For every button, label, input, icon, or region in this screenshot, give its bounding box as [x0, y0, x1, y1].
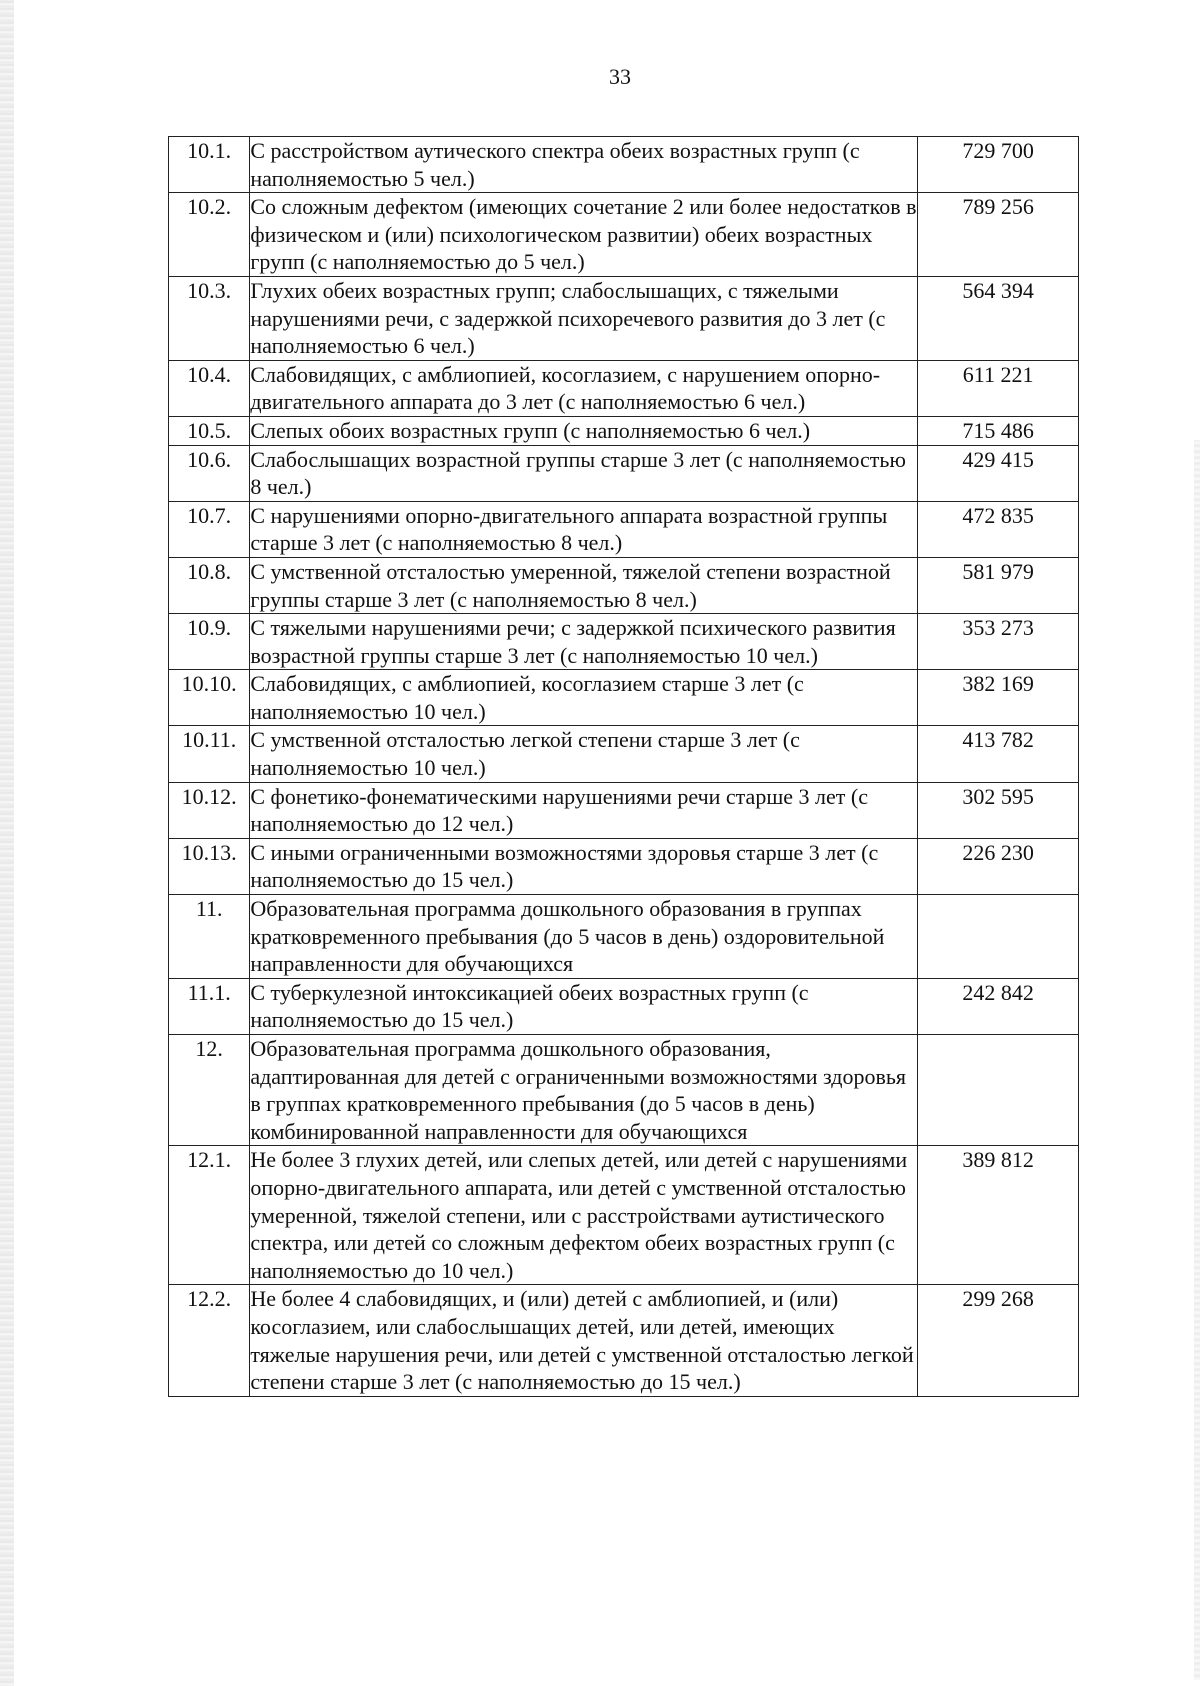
row-description: Не более 4 слабовидящих, и (или) детей с амблиопией, и (или) косоглазием, или слабослышащих детей, или детей, имеющих тяжелые нарушения речи, или детей с умственной отсталостью легкой степени старше 3 лет (с наполняемостью до 15 чел.): [250, 1285, 918, 1396]
row-value: 715 486: [918, 416, 1079, 445]
row-number: 10.12.: [169, 782, 250, 838]
table-row: [169, 978, 1079, 1034]
row-value: 382 169: [918, 670, 1079, 726]
row-value: 353 273: [918, 614, 1079, 670]
table-row: [169, 360, 1079, 416]
row-value: [918, 895, 1079, 979]
row-value: 611 221: [918, 360, 1079, 416]
table-row: [169, 895, 1079, 979]
row-number: 10.8.: [169, 557, 250, 613]
row-description: С тяжелыми нарушениями речи; с задержкой психического развития возрастной группы старше 3 лет (с наполняемостью 10 чел.): [250, 614, 918, 670]
table-row: [169, 557, 1079, 613]
row-number: 10.3.: [169, 276, 250, 360]
row-value: 729 700: [918, 137, 1079, 193]
row-description: Слепых обоих возрастных групп (с наполняемостью 6 чел.): [250, 416, 918, 445]
row-description: Слабовидящих, с амблиопией, косоглазием старше 3 лет (с наполняемостью 10 чел.): [250, 670, 918, 726]
row-value: 242 842: [918, 978, 1079, 1034]
row-value: 413 782: [918, 726, 1079, 782]
row-description: Слабослышащих возрастной группы старше 3 лет (с наполняемостью 8 чел.): [250, 445, 918, 501]
row-value: [918, 1035, 1079, 1146]
row-description: С нарушениями опорно-двигательного аппарата возрастной группы старше 3 лет (с наполняемостью 8 чел.): [250, 501, 918, 557]
row-number: 10.7.: [169, 501, 250, 557]
table-row: [169, 726, 1079, 782]
row-number: 10.5.: [169, 416, 250, 445]
table-row: [169, 838, 1079, 894]
row-value: 789 256: [918, 193, 1079, 277]
row-number: 10.11.: [169, 726, 250, 782]
row-value: 472 835: [918, 501, 1079, 557]
row-number: 10.10.: [169, 670, 250, 726]
row-number: 10.1.: [169, 137, 250, 193]
page-number: 33: [609, 64, 631, 89]
row-number: 11.: [169, 895, 250, 979]
row-description: Глухих обеих возрастных групп; слабослышащих, с тяжелыми нарушениями речи, с задержкой психоречевого развития до 3 лет (с наполняемостью 6 чел.): [250, 276, 918, 360]
table-row: [169, 670, 1079, 726]
row-number: 10.4.: [169, 360, 250, 416]
row-number: 12.: [169, 1035, 250, 1146]
scan-edge-left: [0, 0, 14, 1686]
row-description: С туберкулезной интоксикацией обеих возрастных групп (с наполняемостью до 15 чел.): [250, 978, 918, 1034]
row-description: С умственной отсталостью умеренной, тяжелой степени возрастной группы старше 3 лет (с наполняемостью 8 чел.): [250, 557, 918, 613]
row-number: 10.2.: [169, 193, 250, 277]
row-value: 226 230: [918, 838, 1079, 894]
table-row: [169, 614, 1079, 670]
row-description: Не более 3 глухих детей, или слепых детей, или детей с нарушениями опорно-двигательного аппарата, или детей с умственной отсталостью умеренной, тяжелой степени, или с расстройствами аутистического спектра, или детей со сложным дефектом обеих возрастных групп (с наполняемостью до 10 чел.): [250, 1146, 918, 1285]
row-description: С фонетико-фонематическими нарушениями речи старше 3 лет (с наполняемостью до 12 чел.): [250, 782, 918, 838]
row-number: 12.1.: [169, 1146, 250, 1285]
table-row: [169, 1146, 1079, 1285]
table-row: [169, 501, 1079, 557]
row-description: Со сложным дефектом (имеющих сочетание 2 или более недостатков в физическом и (или) психологическом развитии) обеих возрастных групп (с наполняемостью до 5 чел.): [250, 193, 918, 277]
row-value: 299 268: [918, 1285, 1079, 1396]
table-row: [169, 1285, 1079, 1396]
row-description: С расстройством аутического спектра обеих возрастных групп (с наполняемостью 5 чел.): [250, 137, 918, 193]
table-row: [169, 193, 1079, 277]
table-row: [169, 137, 1079, 193]
row-value: 429 415: [918, 445, 1079, 501]
row-number: 10.9.: [169, 614, 250, 670]
table-row: [169, 1035, 1079, 1146]
row-description: Слабовидящих, с амблиопией, косоглазием, с нарушением опорно-двигательного аппарата до 3 лет (с наполняемостью 6 чел.): [250, 360, 918, 416]
row-description: Образовательная программа дошкольного образования в группах кратковременного пребывания (до 5 часов в день) оздоровительной направленности для обучающихся: [250, 895, 918, 979]
row-number: 10.13.: [169, 838, 250, 894]
row-value: 581 979: [918, 557, 1079, 613]
table-row: [169, 782, 1079, 838]
table-body: [169, 137, 1079, 1397]
scan-edge-right: [1194, 440, 1200, 1680]
row-value: 302 595: [918, 782, 1079, 838]
table-row: [169, 276, 1079, 360]
row-number: 10.6.: [169, 445, 250, 501]
row-description: Образовательная программа дошкольного образования, адаптированная для детей с ограниченными возможностями здоровья в группах кратковременного пребывания (до 5 часов в день) комбинированной направленности для обучающихся: [250, 1035, 918, 1146]
row-description: С иными ограниченными возможностями здоровья старше 3 лет (с наполняемостью до 15 чел.): [250, 838, 918, 894]
row-value: 564 394: [918, 276, 1079, 360]
tariff-table: [168, 136, 1079, 1397]
table-row: [169, 416, 1079, 445]
row-number: 11.1.: [169, 978, 250, 1034]
table-row: [169, 445, 1079, 501]
row-description: С умственной отсталостью легкой степени старше 3 лет (с наполняемостью 10 чел.): [250, 726, 918, 782]
row-value: 389 812: [918, 1146, 1079, 1285]
row-number: 12.2.: [169, 1285, 250, 1396]
